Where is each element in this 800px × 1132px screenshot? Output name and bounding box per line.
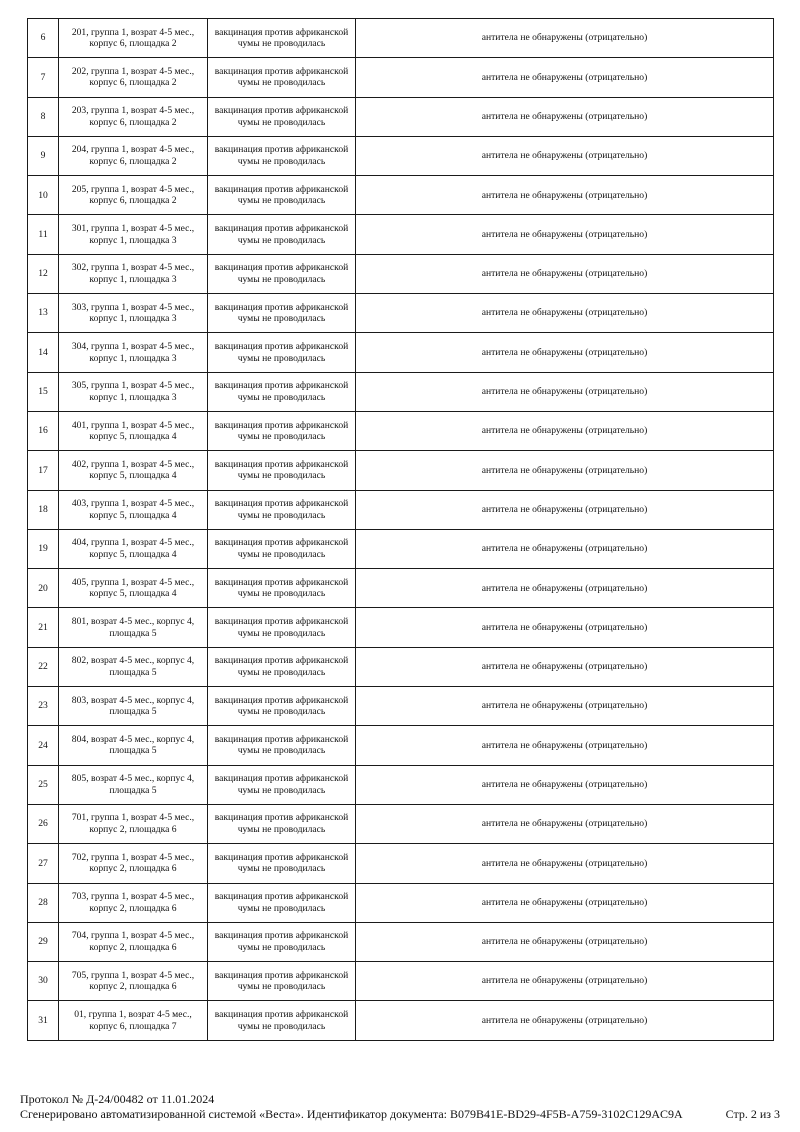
row-number-cell xyxy=(28,254,59,293)
row-number-cell xyxy=(28,883,59,922)
table-row xyxy=(28,883,774,922)
test-result-cell xyxy=(356,647,774,686)
table-row xyxy=(28,58,774,97)
test-result-cell xyxy=(356,58,774,97)
test-result-text: антитела не обнаружены (отрицательно) xyxy=(481,346,648,358)
table-row xyxy=(28,687,774,726)
animal-id-cell xyxy=(59,490,208,529)
row-number-cell xyxy=(28,372,59,411)
test-result-text: антитела не обнаружены (отрицательно) xyxy=(481,189,648,201)
test-result-cell xyxy=(356,333,774,372)
animal-id-cell xyxy=(59,97,208,136)
test-result-cell xyxy=(356,411,774,450)
vaccination-status-cell xyxy=(208,962,356,1001)
test-result-cell xyxy=(356,687,774,726)
animal-id-text: 405, группа 1, возрат 4-5 мес., корпус 5, площадка 4 xyxy=(71,576,195,600)
row-number-text: 30 xyxy=(38,975,48,987)
vaccination-status-text: вакцинация против африканской чумы не проводилась xyxy=(214,576,349,600)
vaccination-status-text: вакцинация против африканской чумы не проводилась xyxy=(214,26,349,50)
vaccination-status-text: вакцинация против африканской чумы не проводилась xyxy=(214,223,349,246)
animal-id-cell xyxy=(59,19,208,58)
row-number-cell xyxy=(28,726,59,765)
row-number-cell xyxy=(28,490,59,529)
table-row xyxy=(28,962,774,1001)
vaccination-status-text: вакцинация против африканской чумы не проводилась xyxy=(214,65,349,89)
row-number-text: 13 xyxy=(38,307,48,319)
row-number-text: 29 xyxy=(38,936,48,948)
vaccination-status-cell xyxy=(208,922,356,961)
animal-id-text: 704, группа 1, возрат 4-5 мес., корпус 2, площадка 6 xyxy=(71,930,195,953)
animal-id-text: 201, группа 1, возрат 4-5 мес., корпус 6, площадка 2 xyxy=(71,26,195,50)
row-number-cell xyxy=(28,333,59,372)
test-result-cell xyxy=(356,176,774,215)
row-number-text: 8 xyxy=(40,110,46,122)
test-result-cell xyxy=(356,608,774,647)
row-number-text: 20 xyxy=(38,582,48,594)
row-number-cell xyxy=(28,1001,59,1040)
test-result-cell xyxy=(356,529,774,568)
row-number-text: 9 xyxy=(40,150,46,162)
animal-id-text: 403, группа 1, возрат 4-5 мес., корпус 5, площадка 4 xyxy=(71,498,195,521)
test-result-text: антитела не обнаружены (отрицательно) xyxy=(481,857,648,869)
animal-id-cell xyxy=(59,254,208,293)
test-result-cell xyxy=(356,922,774,961)
vaccination-status-text: вакцинация против африканской чумы не проводилась xyxy=(214,105,349,128)
vaccination-status-cell xyxy=(208,372,356,411)
test-result-text: антитела не обнаружены (отрицательно) xyxy=(481,228,648,240)
vaccination-status-text: вакцинация против африканской чумы не проводилась xyxy=(214,262,349,285)
animal-id-text: 805, возрат 4-5 мес., корпус 4, площадка 5 xyxy=(71,773,195,796)
animal-id-text: 703, группа 1, возрат 4-5 мес., корпус 2, площадка 6 xyxy=(71,891,195,914)
row-number-text: 7 xyxy=(40,71,46,83)
animal-id-cell xyxy=(59,58,208,97)
vaccination-status-cell xyxy=(208,451,356,490)
table-row xyxy=(28,451,774,490)
row-number-cell xyxy=(28,962,59,1001)
test-result-text: антитела не обнаружены (отрицательно) xyxy=(481,700,648,712)
vaccination-status-text: вакцинация против африканской чумы не проводилась xyxy=(214,733,349,757)
row-number-text: 31 xyxy=(38,1014,48,1026)
animal-id-text: 802, возрат 4-5 мес., корпус 4, площадка 5 xyxy=(71,655,195,678)
test-result-cell xyxy=(356,294,774,333)
animal-id-cell xyxy=(59,215,208,254)
animal-id-cell xyxy=(59,765,208,804)
row-number-cell xyxy=(28,19,59,58)
row-number-text: 16 xyxy=(38,425,48,437)
row-number-cell xyxy=(28,765,59,804)
test-result-text: антитела не обнаружены (отрицательно) xyxy=(481,268,648,280)
vaccination-status-cell xyxy=(208,726,356,765)
results-table-body xyxy=(28,19,774,1041)
animal-id-cell xyxy=(59,176,208,215)
vaccination-status-text: вакцинация против африканской чумы не проводилась xyxy=(214,340,349,364)
row-number-text: 23 xyxy=(38,700,48,712)
animal-id-cell xyxy=(59,726,208,765)
table-row xyxy=(28,804,774,843)
animal-id-cell xyxy=(59,411,208,450)
vaccination-status-cell xyxy=(208,883,356,922)
test-result-cell xyxy=(356,765,774,804)
test-result-text: антитела не обнаружены (отрицательно) xyxy=(481,818,648,830)
test-result-text: антитела не обнаружены (отрицательно) xyxy=(481,661,648,673)
row-number-text: 15 xyxy=(38,386,48,398)
row-number-text: 18 xyxy=(38,503,48,515)
test-result-cell xyxy=(356,569,774,608)
animal-id-cell xyxy=(59,569,208,608)
test-result-text: антитела не обнаружены (отрицательно) xyxy=(481,543,648,555)
vaccination-status-cell xyxy=(208,529,356,568)
table-row xyxy=(28,294,774,333)
vaccination-status-cell xyxy=(208,569,356,608)
table-row xyxy=(28,726,774,765)
test-result-text: антитела не обнаружены (отрицательно) xyxy=(481,386,648,398)
animal-id-text: 701, группа 1, возрат 4-5 мес., корпус 2, площадка 6 xyxy=(71,812,195,836)
test-result-text: антитела не обнаружены (отрицательно) xyxy=(481,896,648,908)
row-number-cell xyxy=(28,294,59,333)
test-result-text: антитела не обнаружены (отрицательно) xyxy=(481,621,648,633)
vaccination-status-cell xyxy=(208,608,356,647)
test-result-text: антитела не обнаружены (отрицательно) xyxy=(481,1014,648,1026)
vaccination-status-cell xyxy=(208,765,356,804)
table-row xyxy=(28,922,774,961)
table-row xyxy=(28,608,774,647)
vaccination-status-text: вакцинация против африканской чумы не проводилась xyxy=(214,969,349,993)
test-result-cell xyxy=(356,451,774,490)
animal-id-text: 301, группа 1, возрат 4-5 мес., корпус 1, площадка 3 xyxy=(71,223,195,246)
test-result-cell xyxy=(356,883,774,922)
vaccination-status-cell xyxy=(208,687,356,726)
animal-id-cell xyxy=(59,1001,208,1040)
animal-id-text: 803, возрат 4-5 мес., корпус 4, площадка 5 xyxy=(71,694,195,718)
animal-id-cell xyxy=(59,333,208,372)
footer-protocol xyxy=(20,1092,780,1106)
animal-id-cell xyxy=(59,451,208,490)
table-row xyxy=(28,97,774,136)
row-number-text: 27 xyxy=(38,857,48,869)
protocol-number: Протокол № Д-24/00482 от 11.01.2024 xyxy=(20,1092,215,1106)
row-number-cell xyxy=(28,215,59,254)
test-result-text: антитела не обнаружены (отрицательно) xyxy=(481,32,648,44)
animal-id-cell xyxy=(59,804,208,843)
table-row xyxy=(28,765,774,804)
test-result-text: антитела не обнаружены (отрицательно) xyxy=(481,778,648,790)
animal-id-text: 801, возрат 4-5 мес., корпус 4, площадка 5 xyxy=(71,616,195,639)
animal-id-cell xyxy=(59,687,208,726)
test-result-text: антитела не обнаружены (отрицательно) xyxy=(481,464,648,476)
animal-id-cell xyxy=(59,529,208,568)
vaccination-status-text: вакцинация против африканской чумы не проводилась xyxy=(214,537,349,560)
row-number-text: 6 xyxy=(40,32,46,44)
test-result-cell xyxy=(356,97,774,136)
animal-id-text: 203, группа 1, возрат 4-5 мес., корпус 6, площадка 2 xyxy=(71,105,195,128)
animal-id-cell xyxy=(59,294,208,333)
table-row xyxy=(28,490,774,529)
animal-id-cell xyxy=(59,372,208,411)
vaccination-status-text: вакцинация против африканской чумы не проводилась xyxy=(214,1008,349,1032)
vaccination-status-text: вакцинация против африканской чумы не проводилась xyxy=(214,891,349,914)
animal-id-text: 205, группа 1, возрат 4-5 мес., корпус 6, площадка 2 xyxy=(71,183,195,207)
table-row xyxy=(28,372,774,411)
test-result-cell xyxy=(356,254,774,293)
row-number-cell xyxy=(28,58,59,97)
animal-id-text: 401, группа 1, возрат 4-5 мес., корпус 5, площадка 4 xyxy=(71,419,195,443)
row-number-text: 11 xyxy=(38,228,48,240)
row-number-text: 14 xyxy=(38,346,48,358)
vaccination-status-cell xyxy=(208,804,356,843)
vaccination-status-cell xyxy=(208,490,356,529)
row-number-cell xyxy=(28,687,59,726)
row-number-cell xyxy=(28,569,59,608)
test-result-cell xyxy=(356,844,774,883)
row-number-cell xyxy=(28,647,59,686)
table-row xyxy=(28,647,774,686)
test-result-text: антитела не обнаружены (отрицательно) xyxy=(481,110,648,122)
animal-id-text: 202, группа 1, возрат 4-5 мес., корпус 6, площадка 2 xyxy=(71,65,195,89)
animal-id-cell xyxy=(59,136,208,175)
table-row xyxy=(28,215,774,254)
test-result-text: антитела не обнаружены (отрицательно) xyxy=(481,936,648,948)
vaccination-status-text: вакцинация против африканской чумы не проводилась xyxy=(214,616,349,639)
test-result-text: антитела не обнаружены (отрицательно) xyxy=(481,425,648,437)
test-result-cell xyxy=(356,804,774,843)
vaccination-status-cell xyxy=(208,294,356,333)
table-row xyxy=(28,254,774,293)
vaccination-status-cell xyxy=(208,411,356,450)
vaccination-status-text: вакцинация против африканской чумы не проводилась xyxy=(214,183,349,207)
vaccination-status-cell xyxy=(208,176,356,215)
animal-id-text: 702, группа 1, возрат 4-5 мес., корпус 2, площадка 6 xyxy=(71,851,195,875)
test-result-cell xyxy=(356,136,774,175)
vaccination-status-text: вакцинация против африканской чумы не проводилась xyxy=(214,458,349,482)
test-result-cell xyxy=(356,215,774,254)
row-number-text: 12 xyxy=(38,268,48,280)
animal-id-text: 305, группа 1, возрат 4-5 мес., корпус 1, площадка 3 xyxy=(71,380,195,403)
test-result-cell xyxy=(356,19,774,58)
document-identifier: Сгенерировано автоматизированной системой «Веста». Идентификатор документа: B079B41E-BD29-4F5B-A759-3102C129AC9A xyxy=(20,1107,683,1121)
vaccination-status-cell xyxy=(208,844,356,883)
row-number-text: 21 xyxy=(38,621,48,633)
table-row xyxy=(28,844,774,883)
test-result-cell xyxy=(356,490,774,529)
vaccination-status-text: вакцинация против африканской чумы не проводилась xyxy=(214,419,349,443)
footer-generated xyxy=(20,1107,780,1121)
vaccination-status-cell xyxy=(208,136,356,175)
vaccination-status-text: вакцинация против африканской чумы не проводилась xyxy=(214,301,349,325)
row-number-cell xyxy=(28,529,59,568)
animal-id-text: 402, группа 1, возрат 4-5 мес., корпус 5, площадка 4 xyxy=(71,458,195,482)
row-number-text: 28 xyxy=(38,896,48,908)
table-row xyxy=(28,136,774,175)
test-result-cell xyxy=(356,1001,774,1040)
animal-id-text: 303, группа 1, возрат 4-5 мес., корпус 1, площадка 3 xyxy=(71,301,195,325)
vaccination-status-text: вакцинация против африканской чумы не проводилась xyxy=(214,694,349,718)
test-result-cell xyxy=(356,962,774,1001)
animal-id-text: 404, группа 1, возрат 4-5 мес., корпус 5, площадка 4 xyxy=(71,537,195,560)
table-row xyxy=(28,1001,774,1040)
test-result-text: антитела не обнаружены (отрицательно) xyxy=(481,150,648,162)
vaccination-status-cell xyxy=(208,58,356,97)
test-result-text: антитела не обнаружены (отрицательно) xyxy=(481,71,648,83)
page-number: Стр. 2 из 3 xyxy=(725,1107,780,1121)
animal-id-cell xyxy=(59,883,208,922)
table-row xyxy=(28,333,774,372)
row-number-text: 17 xyxy=(38,464,48,476)
row-number-text: 19 xyxy=(38,543,48,555)
animal-id-text: 302, группа 1, возрат 4-5 мес., корпус 1, площадка 3 xyxy=(71,262,195,285)
animal-id-text: 705, группа 1, возрат 4-5 мес., корпус 2, площадка 6 xyxy=(71,969,195,993)
vaccination-status-cell xyxy=(208,215,356,254)
animal-id-text: 01, группа 1, возрат 4-5 мес., корпус 6, площадка 7 xyxy=(74,1008,192,1032)
row-number-cell xyxy=(28,451,59,490)
table-row xyxy=(28,569,774,608)
test-result-cell xyxy=(356,372,774,411)
row-number-text: 22 xyxy=(38,661,48,673)
vaccination-status-text: вакцинация против африканской чумы не проводилась xyxy=(214,144,349,168)
row-number-text: 26 xyxy=(38,818,48,830)
test-result-text: антитела не обнаружены (отрицательно) xyxy=(481,503,648,515)
animal-id-cell xyxy=(59,844,208,883)
animal-id-text: 204, группа 1, возрат 4-5 мес., корпус 6, площадка 2 xyxy=(71,144,195,168)
vaccination-status-cell xyxy=(208,19,356,58)
table-row xyxy=(28,411,774,450)
animal-id-text: 804, возрат 4-5 мес., корпус 4, площадка 5 xyxy=(71,733,195,757)
row-number-cell xyxy=(28,136,59,175)
row-number-cell xyxy=(28,922,59,961)
row-number-cell xyxy=(28,608,59,647)
row-number-cell xyxy=(28,176,59,215)
test-result-text: антитела не обнаружены (отрицательно) xyxy=(481,582,648,594)
vaccination-status-cell xyxy=(208,333,356,372)
vaccination-status-cell xyxy=(208,647,356,686)
animal-id-cell xyxy=(59,962,208,1001)
test-result-text: антитела не обнаружены (отрицательно) xyxy=(481,307,648,319)
vaccination-status-cell xyxy=(208,1001,356,1040)
vaccination-status-text: вакцинация против африканской чумы не проводилась xyxy=(214,812,349,836)
table-row xyxy=(28,19,774,58)
vaccination-status-cell xyxy=(208,97,356,136)
test-result-text: антитела не обнаружены (отрицательно) xyxy=(481,739,648,751)
animal-id-cell xyxy=(59,922,208,961)
vaccination-status-text: вакцинация против африканской чумы не проводилась xyxy=(214,655,349,678)
animal-id-cell xyxy=(59,647,208,686)
row-number-text: 24 xyxy=(38,739,48,751)
row-number-cell xyxy=(28,804,59,843)
row-number-text: 25 xyxy=(38,778,48,790)
table-row xyxy=(28,176,774,215)
row-number-cell xyxy=(28,97,59,136)
test-result-text: антитела не обнаружены (отрицательно) xyxy=(481,975,648,987)
test-result-cell xyxy=(356,726,774,765)
row-number-text: 10 xyxy=(38,189,48,201)
vaccination-status-text: вакцинация против африканской чумы не проводилась xyxy=(214,851,349,875)
vaccination-status-text: вакцинация против африканской чумы не проводилась xyxy=(214,380,349,403)
table-row xyxy=(28,529,774,568)
animal-id-cell xyxy=(59,608,208,647)
row-number-cell xyxy=(28,411,59,450)
vaccination-status-text: вакцинация против африканской чумы не проводилась xyxy=(214,498,349,521)
vaccination-status-cell xyxy=(208,254,356,293)
animal-id-text: 304, группа 1, возрат 4-5 мес., корпус 1, площадка 3 xyxy=(71,340,195,364)
vaccination-status-text: вакцинация против африканской чумы не проводилась xyxy=(214,773,349,796)
vaccination-status-text: вакцинация против африканской чумы не проводилась xyxy=(214,930,349,953)
results-table xyxy=(27,18,774,1041)
row-number-cell xyxy=(28,844,59,883)
